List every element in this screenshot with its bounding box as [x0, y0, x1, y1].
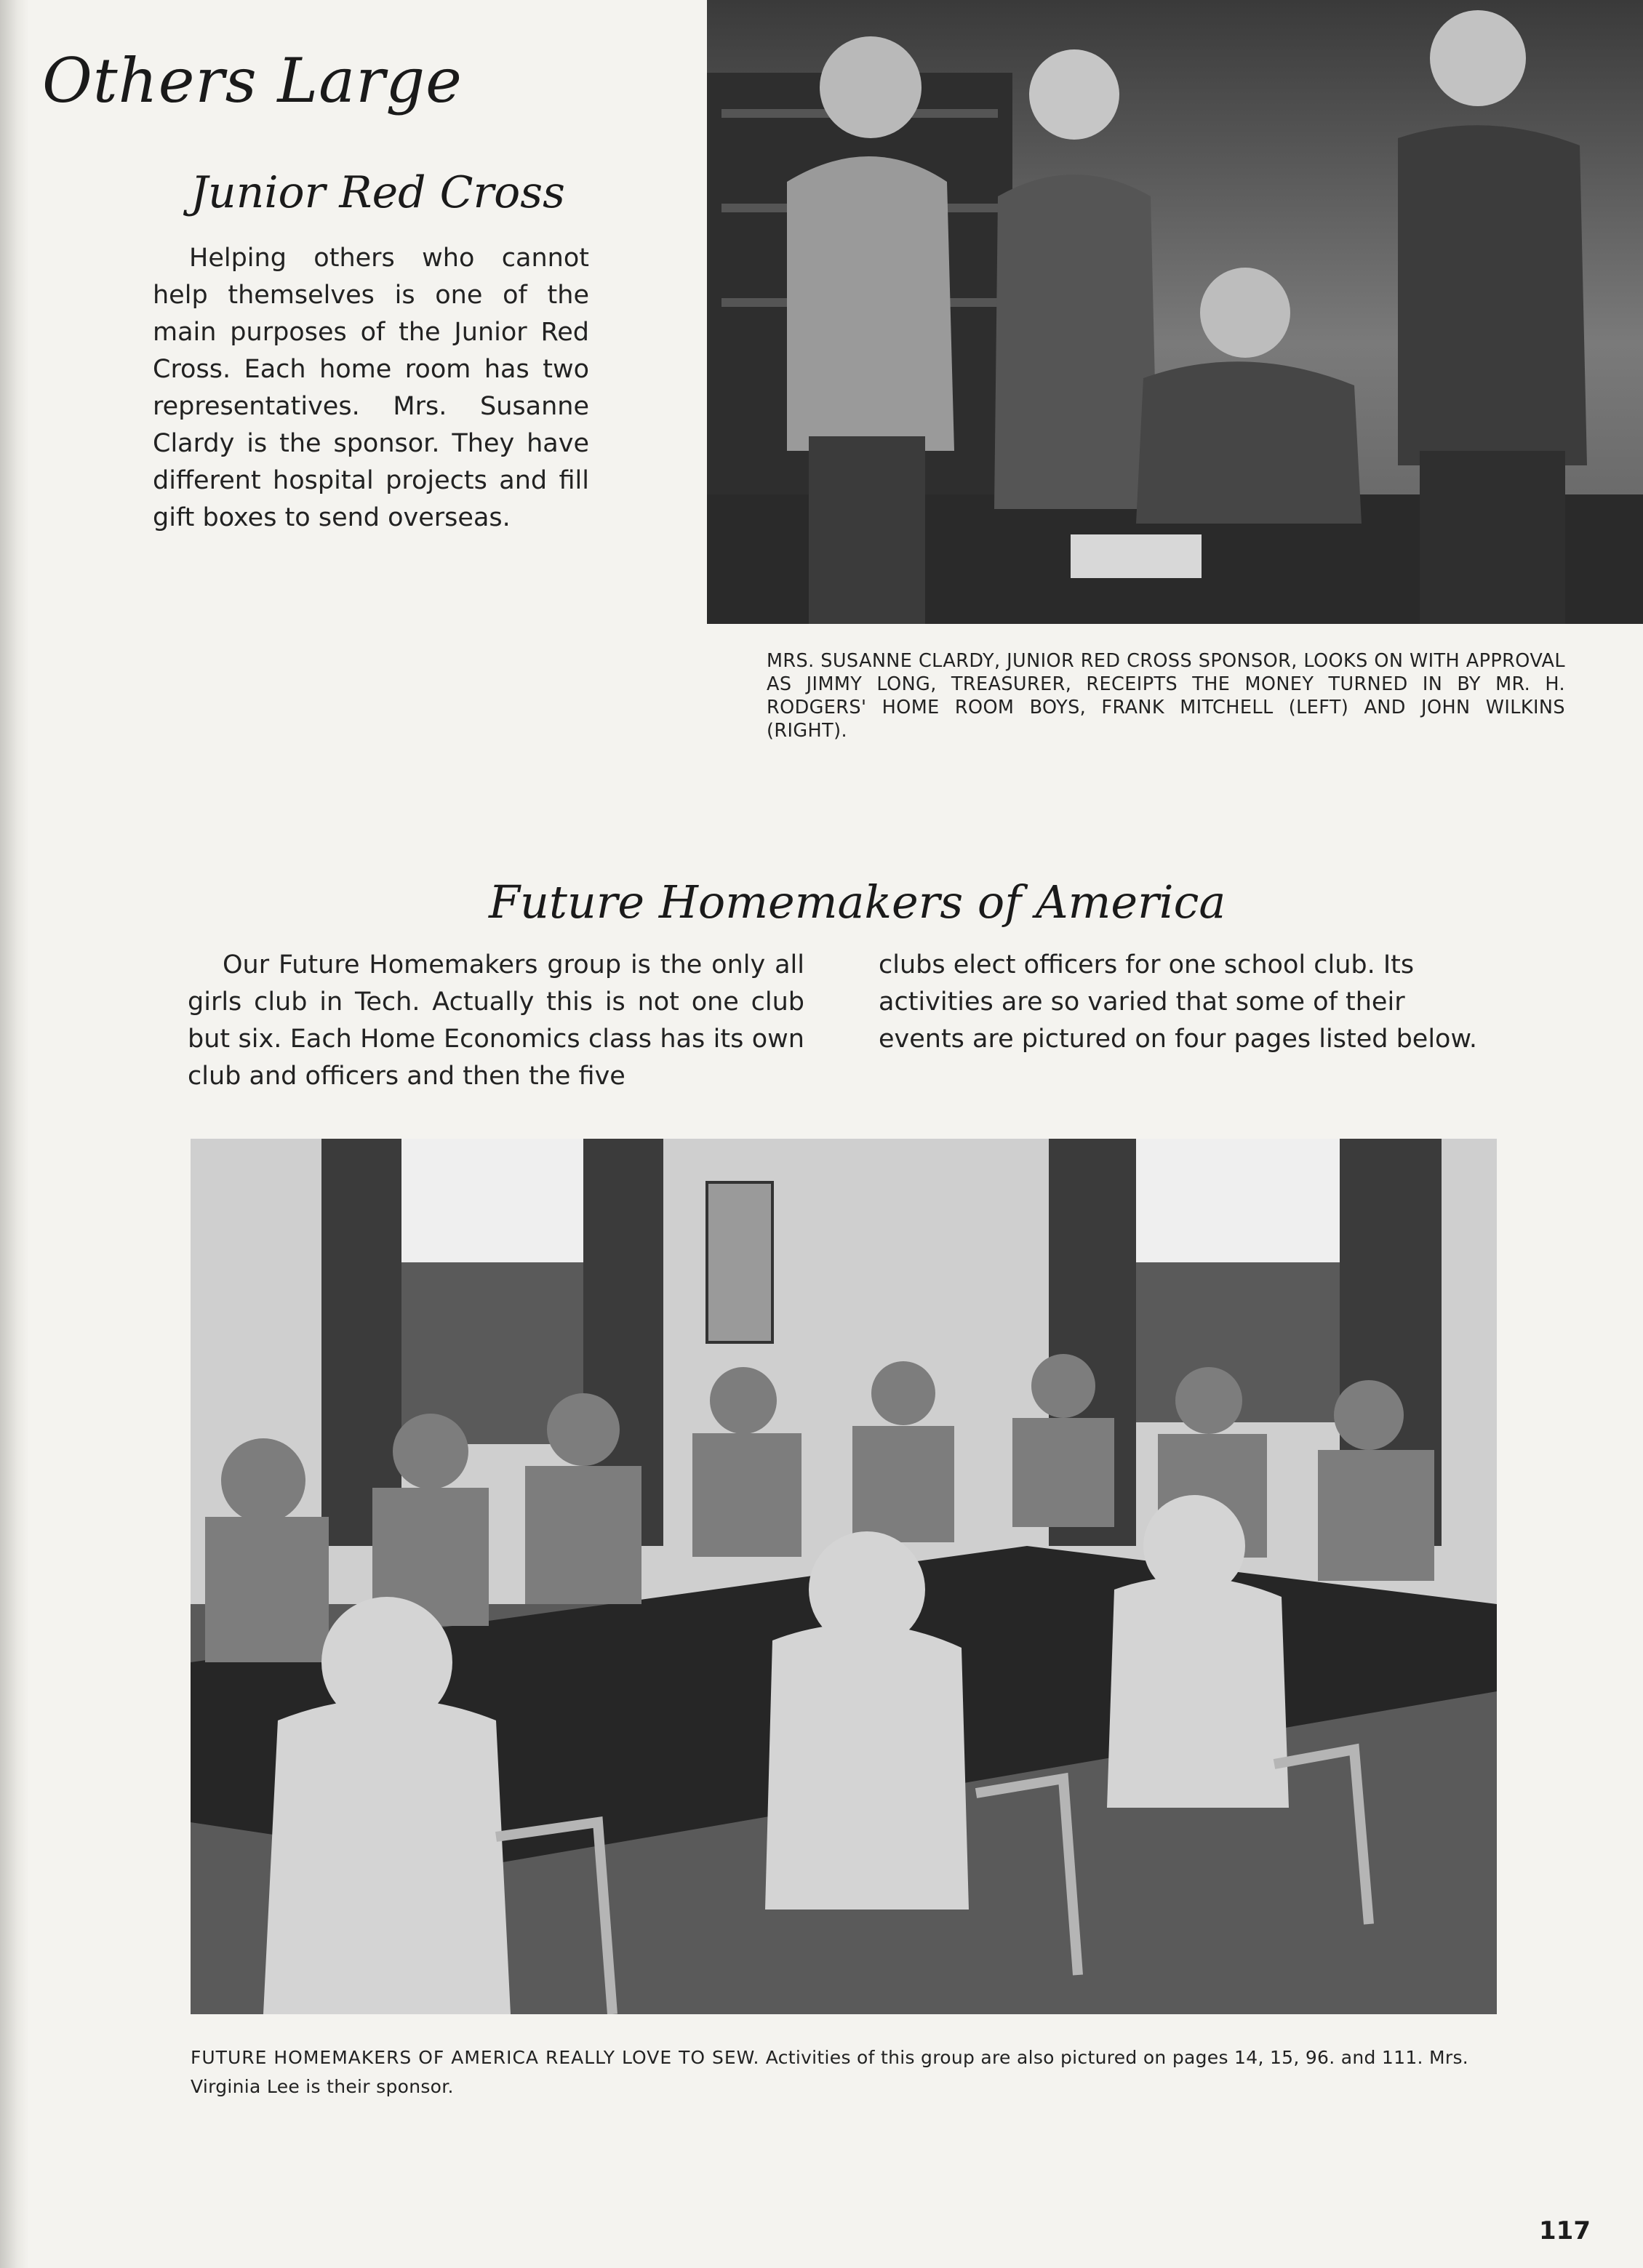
- future-homemakers-body-column-2: clubs elect officers for one school club. Its activities are so varied that some of their events are pictured on four pages listed below.: [879, 950, 1477, 1054]
- future-homemakers-photo-caption: [191, 2043, 1497, 2101]
- junior-red-cross-photo-illustration: [707, 0, 1643, 624]
- future-homemakers-photo-illustration: [191, 1139, 1497, 2014]
- future-homemakers-caption-lead: FUTURE HOMEMAKERS OF AMERICA REALLY LOVE TO SEW.: [191, 2047, 760, 2068]
- junior-red-cross-body: Helping others who cannot help themselves is one of the main purposes of the Junior Red Cross. Each home room has two representatives. Mrs. Susanne Clardy is the sponsor. They have different hospital projects and fill gift boxes to send overseas.: [153, 244, 589, 532]
- junior-red-cross-photo-caption: MRS. SUSANNE CLARDY, JUNIOR RED CROSS SPONSOR, LOOKS ON WITH APPROVAL AS JIMMY LONG, TREASURER, RECEIPTS THE MONEY TURNED IN BY MR. H. RODGERS' HOME ROOM BOYS, FRANK MITCHELL (LEFT) AND JOHN WILKINS (RIGHT).: [767, 650, 1565, 742]
- page-heading: Others Large: [42, 45, 463, 116]
- page-gutter-shadow: [0, 0, 29, 2268]
- junior-red-cross-heading: Junior Red Cross: [191, 167, 565, 218]
- future-homemakers-photo: [191, 1139, 1497, 2014]
- future-homemakers-body-column-1: Our Future Homemakers group is the only all girls club in Tech. Actually this is not one club but six. Each Home Economics class has its own club and officers and then the five: [188, 950, 804, 1091]
- junior-red-cross-photo: [707, 0, 1643, 624]
- page-number: 117: [1539, 2216, 1591, 2245]
- future-homemakers-heading: Future Homemakers of America: [489, 875, 1226, 929]
- future-homemakers-caption-rest: Activities of this group are also pictured on pages 14, 15, 96. and 111. Mrs. Virginia Lee is their sponsor.: [191, 2047, 1469, 2097]
